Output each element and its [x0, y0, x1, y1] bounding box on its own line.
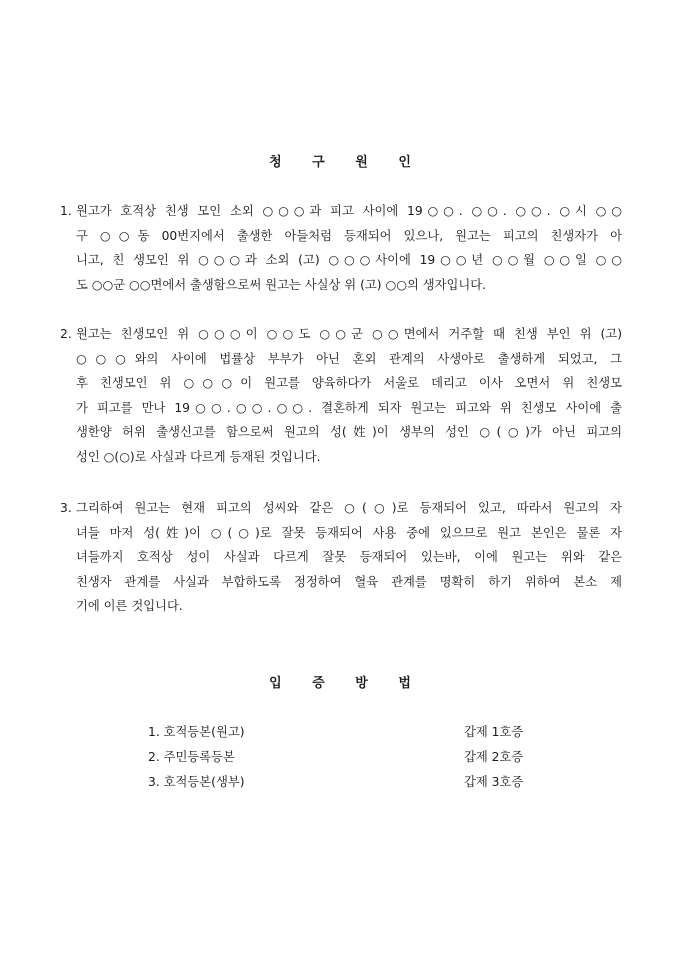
paragraph-line: 가 피고를 만나 19○○.○○.○○. 결혼하게 되자 원고는 피고와 위 친생모 사이에 출 — [76, 400, 622, 415]
paragraph-number: 2. — [60, 327, 72, 341]
evidence-item — [148, 745, 538, 769]
evidence-code: 갑제 1호증 — [464, 725, 524, 739]
paragraph-line: 기에 이른 것입니다. — [76, 599, 183, 613]
paragraph-line: 원고는 친생모인 위 ○○○이 ○○도 ○○군 ○○면에서 거주할 때 친생 부인 위 (고) — [76, 327, 622, 341]
paragraph-line: 녀들 마저 성(姓)이 ○(○)로 잘못 등재되어 사용 중에 있으므로 원고 본인은 물론 자 — [76, 525, 622, 540]
paragraph-line: 원고가 호적상 친생 모인 소외 ○○○과 피고 사이에 19○○. ○○. ○○. ○시 ○○ — [76, 204, 622, 218]
paragraph-line: 녀들까지 호적상 성이 사실과 다르게 잘못 등재되어 있는바, 이에 원고는 위와 같은 — [76, 550, 622, 564]
paragraph-number: 1. — [60, 204, 72, 218]
paragraph-number: 3. — [60, 501, 72, 515]
evidence-code: 갑제 3호증 — [464, 775, 524, 789]
evidence-label: 3. 호적등본(생부) — [148, 775, 245, 789]
evidence-item — [148, 770, 538, 794]
claim-paragraph-3 — [60, 496, 622, 619]
claim-paragraph-2 — [60, 322, 622, 469]
evidence-heading: 입 증 방 법 — [269, 676, 411, 691]
evidence-code: 갑제 2호증 — [464, 750, 524, 764]
paragraph-body — [60, 322, 622, 469]
evidence-item — [148, 720, 538, 744]
evidence-label: 1. 호적등본(원고) — [148, 725, 245, 739]
claim-paragraph-1 — [60, 199, 622, 297]
paragraph-line: 생한양 허위 출생신고를 함으로써 원고의 성(姓)이 생부의 성인 ○(○)가 아닌 피고의 — [76, 425, 622, 439]
claim-cause-heading: 청 구 원 인 — [269, 155, 411, 170]
evidence-label: 2. 주민등록등본 — [148, 750, 235, 764]
paragraph-body — [60, 496, 622, 619]
paragraph-line: 구 ○○동 00번지에서 출생한 아들처럼 등재되어 있으나, 원고는 피고의 친생자가 아 — [76, 228, 622, 243]
paragraph-line: 성인 ○(○)로 사실과 다르게 등재된 것입니다. — [76, 449, 321, 464]
paragraph-line: 니고, 친 생모인 위 ○○○과 소외 (고) ○○○사이에 19○○년 ○○월 ○○일 ○○ — [76, 253, 622, 267]
paragraph-line: 도 ○○군 ○○면에서 출생함으로써 원고는 사실상 위 (고) ○○의 생자입니다. — [76, 277, 487, 292]
paragraph-body — [60, 199, 622, 297]
paragraph-line: 친생자 관계를 사실과 부합하도록 정정하여 혈육 관계를 명확히 하기 위하여 본소 제 — [76, 574, 622, 589]
paragraph-line: 그리하여 원고는 현재 피고의 성씨와 같은 ○(○)로 등재되어 있고, 따라서 원고의 자 — [76, 501, 622, 515]
paragraph-line: 후 친생모인 위 ○○○이 원고를 양육하다가 서울로 데리고 이사 오면서 위 친생모 — [76, 376, 622, 390]
paragraph-line: ○○○와의 사이에 법률상 부부가 아닌 혼외 관계의 사생아로 출생하게 되었고, 그 — [76, 351, 622, 366]
